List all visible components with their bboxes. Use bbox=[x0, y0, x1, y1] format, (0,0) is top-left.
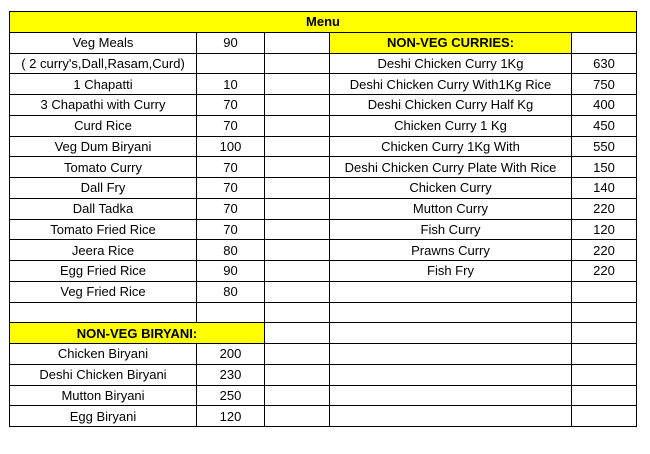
curry-item-name: Fish Curry bbox=[330, 219, 572, 240]
table-row bbox=[10, 74, 637, 95]
curry-item-price: 140 bbox=[572, 178, 637, 199]
veg-item-price: 70 bbox=[197, 95, 265, 116]
table-row bbox=[10, 323, 637, 344]
curry-item-name: Chicken Curry bbox=[330, 178, 572, 199]
biryani-item-name: Egg Biryani bbox=[10, 406, 197, 427]
empty-cell bbox=[10, 302, 197, 323]
table-row bbox=[10, 406, 637, 427]
veg-item-name: Egg Fried Rice bbox=[10, 261, 197, 282]
biryani-item-price: 250 bbox=[197, 385, 265, 406]
curry-item-name: Mutton Curry bbox=[330, 198, 572, 219]
menu-table-body bbox=[10, 12, 637, 427]
table-row bbox=[10, 240, 637, 261]
veg-item-name: Tomato Fried Rice bbox=[10, 219, 197, 240]
menu-title: Menu bbox=[10, 12, 637, 33]
veg-item-name: Tomato Curry bbox=[10, 157, 197, 178]
spacer-cell bbox=[265, 240, 330, 261]
spacer-cell bbox=[265, 364, 330, 385]
spacer-cell bbox=[265, 406, 330, 427]
veg-item-price: 70 bbox=[197, 115, 265, 136]
veg-item-name: 3 Chapathi with Curry bbox=[10, 95, 197, 116]
veg-item-name: Dall Tadka bbox=[10, 198, 197, 219]
table-row bbox=[10, 95, 637, 116]
table-row bbox=[10, 219, 637, 240]
nonveg-curries-header: NON-VEG CURRIES: bbox=[330, 32, 572, 53]
empty-cell bbox=[330, 364, 572, 385]
curry-item-price: 220 bbox=[572, 261, 637, 282]
biryani-item-price: 200 bbox=[197, 344, 265, 365]
empty-cell bbox=[330, 406, 572, 427]
curry-item-price: 220 bbox=[572, 240, 637, 261]
spacer-cell bbox=[265, 136, 330, 157]
empty-cell bbox=[330, 385, 572, 406]
veg-item-name: 1 Chapatti bbox=[10, 74, 197, 95]
curry-item-price: 450 bbox=[572, 115, 637, 136]
empty-cell bbox=[572, 302, 637, 323]
veg-item-name: Dall Fry bbox=[10, 178, 197, 199]
spacer-cell bbox=[265, 53, 330, 74]
spacer-cell bbox=[265, 115, 330, 136]
nonveg-biryani-header: NON-VEG BIRYANI: bbox=[10, 323, 265, 344]
curry-item-price: 400 bbox=[572, 95, 637, 116]
curry-item-price: 550 bbox=[572, 136, 637, 157]
empty-cell bbox=[197, 302, 265, 323]
spacer-cell bbox=[265, 198, 330, 219]
curry-item-price: 220 bbox=[572, 198, 637, 219]
veg-item-price: 70 bbox=[197, 178, 265, 199]
table-row bbox=[10, 178, 637, 199]
curry-item-price: 630 bbox=[572, 53, 637, 74]
table-row bbox=[10, 157, 637, 178]
biryani-item-price: 230 bbox=[197, 364, 265, 385]
biryani-item-name: Deshi Chicken Biryani bbox=[10, 364, 197, 385]
empty-cell bbox=[572, 364, 637, 385]
table-row bbox=[10, 32, 637, 53]
spacer-cell bbox=[265, 219, 330, 240]
curry-item-name: Chicken Curry 1 Kg bbox=[330, 115, 572, 136]
empty-cell bbox=[330, 323, 572, 344]
empty-cell bbox=[572, 323, 637, 344]
curry-item-name: Chicken Curry 1Kg With bbox=[330, 136, 572, 157]
curry-item-name: Deshi Chicken Curry Plate With Rice bbox=[330, 157, 572, 178]
empty-cell bbox=[572, 281, 637, 302]
spacer-cell bbox=[265, 344, 330, 365]
veg-item-price: 80 bbox=[197, 281, 265, 302]
spacer-cell bbox=[265, 281, 330, 302]
spacer-cell bbox=[265, 74, 330, 95]
table-row bbox=[10, 261, 637, 282]
table-row bbox=[10, 198, 637, 219]
veg-item-name: Veg Dum Biryani bbox=[10, 136, 197, 157]
table-row bbox=[10, 53, 637, 74]
biryani-item-price: 120 bbox=[197, 406, 265, 427]
table-row bbox=[10, 344, 637, 365]
veg-item-price: 70 bbox=[197, 198, 265, 219]
spacer-cell bbox=[265, 302, 330, 323]
menu-title-row bbox=[10, 12, 637, 33]
veg-item-price bbox=[197, 53, 265, 74]
curry-item-name: Deshi Chicken Curry 1Kg bbox=[330, 53, 572, 74]
veg-item-name: Veg Meals bbox=[10, 32, 197, 53]
empty-cell bbox=[572, 344, 637, 365]
spacer-cell bbox=[265, 32, 330, 53]
curry-item-price: 150 bbox=[572, 157, 637, 178]
curry-item-name: Deshi Chicken Curry With1Kg Rice bbox=[330, 74, 572, 95]
table-row bbox=[10, 302, 637, 323]
empty-cell bbox=[330, 281, 572, 302]
veg-item-price: 70 bbox=[197, 157, 265, 178]
curry-item-name: Deshi Chicken Curry Half Kg bbox=[330, 95, 572, 116]
empty-cell bbox=[572, 385, 637, 406]
biryani-item-name: Chicken Biryani bbox=[10, 344, 197, 365]
table-row bbox=[10, 385, 637, 406]
empty-cell bbox=[330, 344, 572, 365]
spacer-cell bbox=[265, 323, 330, 344]
curry-item-price: 750 bbox=[572, 74, 637, 95]
veg-item-price: 90 bbox=[197, 32, 265, 53]
empty-cell bbox=[572, 406, 637, 427]
spacer-cell bbox=[265, 157, 330, 178]
menu-table bbox=[9, 11, 637, 427]
spacer-cell bbox=[265, 385, 330, 406]
table-row bbox=[10, 281, 637, 302]
veg-item-price: 100 bbox=[197, 136, 265, 157]
spacer-cell bbox=[265, 261, 330, 282]
curry-item-name: Prawns Curry bbox=[330, 240, 572, 261]
empty-cell bbox=[330, 302, 572, 323]
veg-item-price: 90 bbox=[197, 261, 265, 282]
empty-cell bbox=[572, 32, 637, 53]
table-row bbox=[10, 364, 637, 385]
curry-item-name: Fish Fry bbox=[330, 261, 572, 282]
curry-item-price: 120 bbox=[572, 219, 637, 240]
veg-item-price: 10 bbox=[197, 74, 265, 95]
table-row bbox=[10, 136, 637, 157]
spacer-cell bbox=[265, 178, 330, 199]
veg-item-name: Jeera Rice bbox=[10, 240, 197, 261]
table-row bbox=[10, 115, 637, 136]
veg-item-price: 80 bbox=[197, 240, 265, 261]
veg-item-price: 70 bbox=[197, 219, 265, 240]
veg-item-name: Curd Rice bbox=[10, 115, 197, 136]
veg-item-name: Veg Fried Rice bbox=[10, 281, 197, 302]
biryani-item-name: Mutton Biryani bbox=[10, 385, 197, 406]
spacer-cell bbox=[265, 95, 330, 116]
veg-item-name: ( 2 curry's,Dall,Rasam,Curd) bbox=[10, 53, 197, 74]
